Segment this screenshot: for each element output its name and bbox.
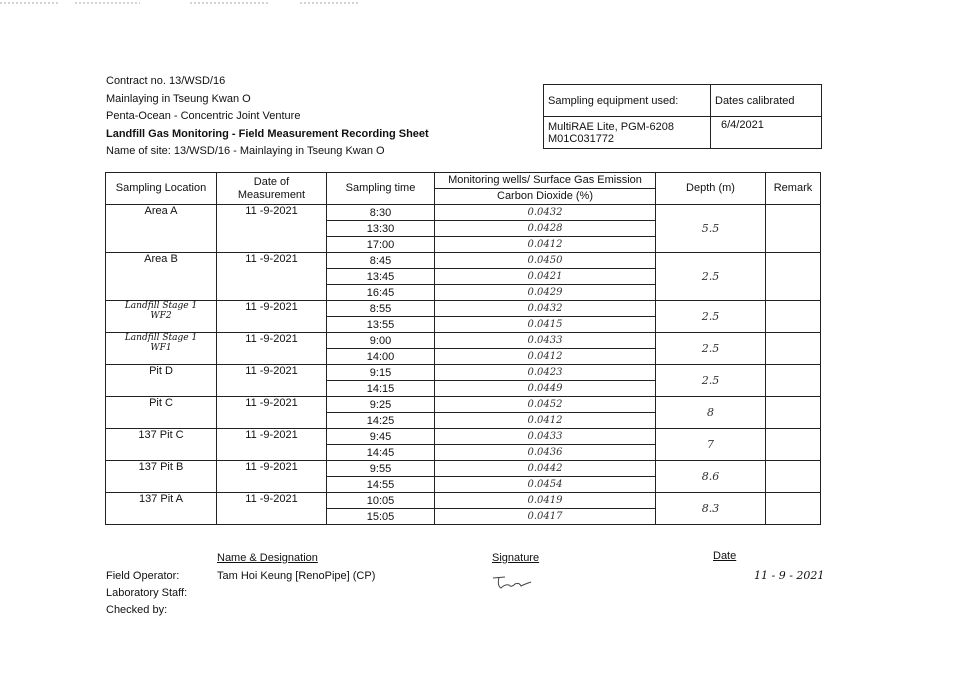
dates-calibrated-label: Dates calibrated: [711, 85, 822, 117]
co2-value: 0.0417: [435, 509, 656, 525]
sampling-time: 13:55: [327, 317, 435, 333]
depth-value: 8.6: [656, 461, 766, 493]
measurement-date: 11 -9-2021: [217, 397, 327, 429]
measurement-table: [105, 172, 821, 525]
depth-value: 8.3: [656, 493, 766, 525]
co2-value: 0.0433: [435, 429, 656, 445]
sampling-location: 137 Pit A: [106, 493, 217, 525]
equipment-model: MultiRAE Lite, PGM-6208: [548, 120, 674, 133]
equipment-table: [543, 84, 822, 149]
measurement-date: 11 -9-2021: [217, 333, 327, 365]
sampling-location: 137 Pit B: [106, 461, 217, 493]
co2-value: 0.0428: [435, 221, 656, 237]
date-label: Date: [713, 550, 737, 562]
table-row: [106, 429, 821, 445]
co2-value: 0.0449: [435, 381, 656, 397]
sampling-time: 10:05: [327, 493, 435, 509]
sampling-time: 14:45: [327, 445, 435, 461]
measurement-date: 11 -9-2021: [217, 253, 327, 301]
measurement-date: 11 -9-2021: [217, 493, 327, 525]
header-sampling-location: Sampling Location: [106, 173, 217, 205]
table-row: [106, 365, 821, 381]
name-designation-label: Name & Designation: [217, 552, 318, 564]
co2-value: 0.0419: [435, 493, 656, 509]
table-row: [106, 333, 821, 349]
co2-value: 0.0432: [435, 301, 656, 317]
table-row: [106, 205, 821, 221]
signature-label: Signature: [492, 552, 540, 564]
measurement-date: 11 -9-2021: [217, 205, 327, 253]
co2-value: 0.0433: [435, 333, 656, 349]
field-operator-label: Field Operator:: [106, 570, 180, 582]
co2-value: 0.0450: [435, 253, 656, 269]
sampling-location: 137 Pit C: [106, 429, 217, 461]
co2-value: 0.0412: [435, 413, 656, 429]
scan-marks: [0, 0, 979, 20]
sampling-time: 13:30: [327, 221, 435, 237]
header-remark: Remark: [766, 173, 821, 205]
equipment-label: Sampling equipment used:: [544, 85, 711, 117]
sampling-time: 14:00: [327, 349, 435, 365]
measurement-date: 11 -9-2021: [217, 429, 327, 461]
remark-cell: [766, 365, 821, 397]
remark-cell: [766, 397, 821, 429]
co2-value: 0.0442: [435, 461, 656, 477]
remark-cell: [766, 333, 821, 365]
table-row: [106, 493, 821, 509]
sampling-time: 15:05: [327, 509, 435, 525]
remark-cell: [766, 253, 821, 301]
signature: [491, 572, 551, 592]
measurement-date: 11 -9-2021: [217, 461, 327, 493]
co2-value: 0.0436: [435, 445, 656, 461]
co2-value: 0.0454: [435, 477, 656, 493]
table-row: [106, 397, 821, 413]
co2-value: 0.0429: [435, 285, 656, 301]
depth-value: 2.5: [656, 365, 766, 397]
remark-cell: [766, 301, 821, 333]
sampling-location: Area B: [106, 253, 217, 301]
sampling-time: 9:45: [327, 429, 435, 445]
calibration-date: 6/4/2021: [711, 117, 822, 149]
depth-value: 8: [656, 397, 766, 429]
sampling-time: 9:15: [327, 365, 435, 381]
sampling-time: 13:45: [327, 269, 435, 285]
co2-value: 0.0432: [435, 205, 656, 221]
field-operator-name: Tam Hoi Keung [RenoPipe] (CP): [217, 570, 376, 582]
handwritten-signature-icon: [491, 572, 551, 592]
header-co2: Carbon Dioxide (%): [435, 189, 656, 205]
sampling-time: 14:15: [327, 381, 435, 397]
contract-number: Contract no. 13/WSD/16: [106, 75, 226, 87]
depth-value: 5.5: [656, 205, 766, 253]
co2-value: 0.0423: [435, 365, 656, 381]
co2-value: 0.0452: [435, 397, 656, 413]
sampling-location: Landfill Stage 1 WF1: [106, 333, 217, 365]
lab-staff-label: Laboratory Staff:: [106, 587, 188, 599]
header-date: Date of Measurement: [217, 173, 327, 205]
equipment-serial: M01C031772: [548, 132, 615, 145]
depth-value: 7: [656, 429, 766, 461]
sampling-location: Landfill Stage 1 WF2: [106, 301, 217, 333]
depth-value: 2.5: [656, 301, 766, 333]
sampling-time: 9:55: [327, 461, 435, 477]
site-name: Name of site: 13/WSD/16 - Mainlaying in Tseung Kwan O: [106, 145, 385, 157]
remark-cell: [766, 493, 821, 525]
sampling-location: Pit D: [106, 365, 217, 397]
sampling-time: 14:55: [327, 477, 435, 493]
measurement-date: 11 -9-2021: [217, 365, 327, 397]
sampling-time: 17:00: [327, 237, 435, 253]
contractor-name: Penta-Ocean - Concentric Joint Venture: [106, 110, 301, 122]
sampling-time: 8:45: [327, 253, 435, 269]
sampling-time: 8:55: [327, 301, 435, 317]
header-sampling-time: Sampling time: [327, 173, 435, 205]
remark-cell: [766, 461, 821, 493]
co2-value: 0.0415: [435, 317, 656, 333]
header-monitoring: Monitoring wells/ Surface Gas Emission: [435, 173, 656, 189]
sampling-location: Area A: [106, 205, 217, 253]
checked-by-label: Checked by:: [106, 604, 168, 616]
co2-value: 0.0421: [435, 269, 656, 285]
table-row: [106, 461, 821, 477]
sampling-time: 9:00: [327, 333, 435, 349]
co2-value: 0.0412: [435, 237, 656, 253]
co2-value: 0.0412: [435, 349, 656, 365]
table-row: [106, 301, 821, 317]
sampling-time: 8:30: [327, 205, 435, 221]
header-depth: Depth (m): [656, 173, 766, 205]
equipment-value: [544, 117, 711, 149]
sheet-header: [106, 73, 429, 161]
remark-cell: [766, 205, 821, 253]
remark-cell: [766, 429, 821, 461]
project-name: Mainlaying in Tseung Kwan O: [106, 92, 251, 105]
table-row: [106, 253, 821, 269]
measurement-date: 11 -9-2021: [217, 301, 327, 333]
depth-value: 2.5: [656, 253, 766, 301]
operator-date: 11 - 9 - 2021: [754, 569, 825, 582]
sheet-title: Landfill Gas Monitoring - Field Measurement Recording Sheet: [106, 127, 429, 140]
depth-value: 2.5: [656, 333, 766, 365]
sampling-time: 16:45: [327, 285, 435, 301]
sampling-time: 9:25: [327, 397, 435, 413]
sampling-time: 14:25: [327, 413, 435, 429]
sampling-location: Pit C: [106, 397, 217, 429]
